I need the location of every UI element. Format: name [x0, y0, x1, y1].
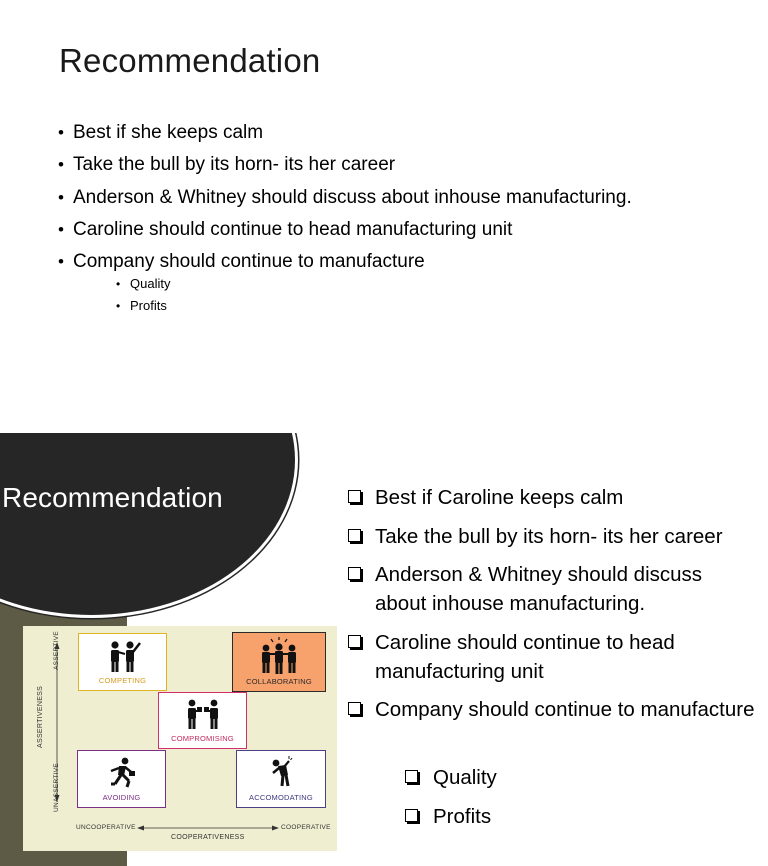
compromising-box [158, 692, 247, 749]
checkbox-square-icon [405, 809, 418, 822]
collaborating-label: COLLABORATING [246, 677, 312, 686]
sub-checkbox-bullet-item [405, 802, 497, 831]
slide-1-bullet-list [58, 117, 632, 278]
bullet-text: Company should continue to manufacture [375, 698, 755, 721]
competing-box [78, 633, 167, 691]
collaborating-people-icon [257, 637, 301, 675]
bullet-text: Take the bull by its horn- its her career [375, 524, 723, 548]
bullet-text: Caroline should continue to head manufacturing unit [375, 630, 675, 683]
axis-label-cooperativeness: COOPERATIVENESS [171, 834, 245, 841]
slide-1-title: Recommendation [59, 42, 321, 79]
checkbox-square-icon [348, 635, 361, 648]
checkbox-square-icon [348, 490, 361, 503]
slide-2-title: Recommendation [2, 482, 223, 513]
checkbox-square-icon [348, 702, 361, 715]
axis-label-assertiveness: ASSERTIVENESS [37, 685, 44, 748]
axis-label-unassertive: UNASSERTIVE [53, 762, 60, 812]
accommodating-label: ACCOMODATING [249, 793, 313, 802]
checkbox-square-icon [348, 529, 361, 542]
axis-label-cooperative: COOPERATIVE [281, 824, 331, 831]
bullet-item: • Take the bull by its horn- its her career [58, 149, 632, 181]
accommodating-bowing-person-icon [266, 755, 296, 789]
checkbox-square-icon [348, 567, 361, 580]
slide-2-checkbox-list [348, 483, 758, 734]
compromising-people-icon [183, 698, 223, 730]
sub-checkbox-bullet-item [405, 763, 497, 792]
checkbox-bullet-item [348, 483, 758, 512]
compromising-label: COMPROMISING [171, 734, 234, 743]
checkbox-bullet-item [348, 522, 758, 551]
avoiding-running-person-icon [105, 757, 139, 789]
bullet-item: • Best if she keeps calm [58, 117, 632, 149]
accommodating-box [236, 750, 326, 808]
sub-bullet-item: • Quality [116, 273, 170, 295]
sub-bullet-item: • Profits [116, 295, 170, 317]
competing-label: COMPETING [98, 676, 147, 685]
axis-label-assertive: ASSERTIVE [53, 630, 60, 670]
checkbox-bullet-item [348, 695, 758, 724]
competing-people-icon [103, 640, 143, 674]
bullet-text: Anderson & Whitney should discuss about inhouse manufacturing. [375, 563, 703, 615]
bullet-item: • Caroline should continue to head manufacturing unit [58, 214, 632, 246]
checkbox-bullet-item [348, 560, 758, 618]
title-ellipse-decoration [0, 433, 295, 615]
sub-bullet-text: Profits [433, 804, 492, 828]
bullet-item: • Anderson & Whitney should discuss about inhouse manufacturing. [58, 182, 632, 214]
collaborating-box [232, 632, 326, 692]
axis-label-uncooperative: UNCOOPERATIVE [76, 824, 136, 831]
slide-2-sub-checkbox-list [405, 763, 497, 840]
slide-1-sub-bullet-list [116, 273, 170, 317]
slide-2 [0, 433, 768, 866]
checkbox-bullet-item [348, 628, 758, 686]
conflict-modes-diagram [23, 626, 337, 851]
bullet-text: Best if Caroline keeps calm [375, 486, 624, 509]
avoiding-box [77, 750, 166, 808]
bullet-item: • Company should continue to manufacture [58, 246, 632, 278]
checkbox-square-icon [405, 770, 418, 783]
avoiding-label: AVOIDING [102, 793, 141, 802]
sub-bullet-text: Quality [433, 766, 497, 789]
